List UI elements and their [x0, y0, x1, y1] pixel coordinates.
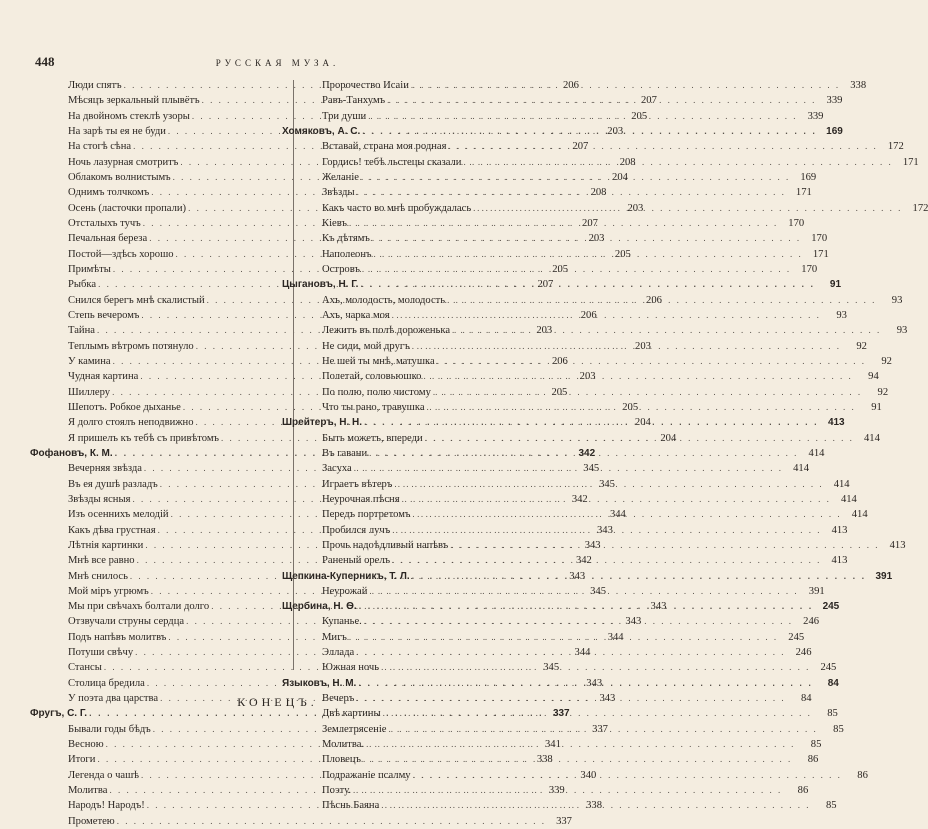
- page-ref: 345: [590, 585, 606, 597]
- entry-title: Чудная картина: [68, 371, 139, 383]
- entry-title: Купанье.: [322, 616, 362, 628]
- page-ref: 246: [795, 647, 812, 659]
- dot-leader: [394, 477, 823, 492]
- page-ref: 345: [599, 478, 615, 490]
- page-ref: 341: [544, 739, 561, 751]
- entry-title: Какъ часто во мнѣ пробуждалась: [322, 202, 472, 214]
- dot-leader: [359, 599, 814, 614]
- dot-leader: [362, 124, 817, 139]
- entry-title: Степь вечеромъ: [68, 309, 140, 321]
- entry-title: Осень (ласточки пропали): [68, 202, 187, 214]
- entry-title: Бывали годы бѣдъ: [68, 723, 151, 735]
- entry-title: Прометею: [68, 815, 115, 827]
- page-ref: 344: [574, 647, 591, 659]
- page-ref: 203: [536, 325, 553, 337]
- dot-leader: [411, 78, 840, 93]
- dot-leader: [361, 170, 790, 185]
- entry-title: Постой—здѣсь хорошо: [68, 248, 174, 260]
- entry-title: Вставай, страна моя родная: [322, 141, 447, 153]
- page-ref: 93: [836, 309, 847, 321]
- page-ref: 338: [536, 754, 553, 766]
- page-ref: 203: [607, 125, 624, 137]
- entry-title: На стогѣ сѣна: [68, 141, 132, 153]
- author-name: Языковъ, Н. М.: [282, 677, 357, 689]
- page-ref: 205: [552, 263, 569, 275]
- dot-leader: [387, 93, 816, 108]
- page-ref: 339: [548, 785, 565, 797]
- entry-title: Итоги: [68, 754, 96, 766]
- entry-title: Лѣтнія картинки: [68, 539, 144, 551]
- entry-title: Южная ночь: [322, 662, 380, 674]
- page-ref: 343: [650, 601, 667, 613]
- page-ref: 413: [827, 417, 845, 429]
- dot-leader: [373, 247, 802, 262]
- page-ref: 414: [793, 463, 809, 475]
- dot-leader: [448, 139, 877, 154]
- author-name: Щербина, Н. Ѳ.: [282, 601, 357, 613]
- entry-title: Пѣснь Баяна: [322, 800, 380, 812]
- entry-title: Мы при свѣчахъ болтали долго: [68, 601, 210, 613]
- entry-title: Подъ напѣвъ молитвъ: [68, 631, 167, 643]
- page-ref: 171: [812, 248, 829, 260]
- page-ref: 207: [537, 279, 554, 291]
- dot-leader: [388, 722, 817, 737]
- page-ref: 338: [586, 800, 602, 812]
- dot-leader: [412, 507, 841, 522]
- entry-title: Эллада: [322, 647, 355, 659]
- dot-leader: [360, 277, 815, 292]
- entry-title: На зарѣ ты ея не буди: [68, 125, 166, 137]
- entry-title: Люди спятъ: [68, 80, 122, 91]
- entry-title: Наполеонъ: [322, 248, 372, 260]
- dot-leader: [368, 109, 797, 124]
- entry-title: Подражаніе псалму: [322, 769, 411, 781]
- dot-leader: [349, 630, 778, 645]
- entry-title: Снился берегъ мнѣ скалистый: [68, 294, 205, 306]
- page-ref: 343: [625, 616, 642, 628]
- entry-title: Стансы: [68, 662, 102, 674]
- page-ref: 206: [580, 309, 597, 321]
- entry-title: У камина: [68, 355, 111, 367]
- dot-leader: [392, 308, 821, 323]
- page-ref: 205: [551, 386, 568, 398]
- page-ref: 170: [788, 217, 805, 229]
- entry-title: Потуши свѣчу: [68, 647, 134, 659]
- page-ref: 391: [875, 570, 893, 582]
- page-ref: 94: [868, 371, 879, 383]
- page-ref: 170: [811, 233, 828, 245]
- page-ref: 172: [912, 202, 928, 214]
- page-ref: 203: [588, 233, 605, 245]
- entry-title: Раненый орелъ: [322, 555, 391, 567]
- author-name: Шрейтеръ, Н. Н.: [282, 417, 363, 429]
- entry-title: Молитва.: [322, 739, 365, 751]
- dot-leader: [381, 660, 810, 675]
- dot-leader: [364, 415, 819, 430]
- entry-title: Тайна: [68, 325, 95, 337]
- entry-title: Въ гавани: [322, 447, 368, 459]
- entry-title: Пловецъ: [322, 754, 362, 766]
- page-ref: 343: [586, 677, 603, 689]
- entry-title: На двойномъ стеклѣ узоры: [68, 110, 190, 122]
- entry-title: Землетрясеніе: [322, 723, 387, 735]
- page-ref: 208: [590, 187, 607, 199]
- page-number: 448: [35, 54, 55, 69]
- entry-title: Облакомъ волнистымъ: [68, 171, 171, 183]
- dot-leader: [366, 737, 795, 752]
- page-ref: 414: [833, 478, 850, 490]
- dot-leader: [369, 584, 798, 599]
- dot-leader: [362, 262, 791, 277]
- page-ref: 91: [871, 401, 882, 413]
- page-ref: 204: [612, 171, 628, 183]
- dot-leader: [392, 553, 821, 568]
- dot-leader: [357, 185, 786, 200]
- page-ref: 344: [607, 631, 624, 643]
- dot-leader: [364, 614, 793, 629]
- entry-title: Столица бредила: [68, 677, 145, 689]
- page-ref: 205: [631, 110, 648, 122]
- page-ref: 86: [797, 785, 809, 797]
- dot-leader: [412, 339, 841, 354]
- entry-title: Къ дѣтямъ: [322, 233, 370, 245]
- entry-title: Что ты рано, травушка: [322, 401, 425, 413]
- page-ref: 391: [808, 585, 825, 597]
- page-ref: 172: [887, 141, 904, 153]
- page-ref: 342: [578, 447, 596, 459]
- page-ref: 204: [634, 417, 651, 429]
- entry-title: Примѣты: [68, 263, 111, 275]
- dot-leader: [413, 768, 842, 783]
- dot-leader: [353, 783, 782, 798]
- author-name: Хомяковъ, А. С.: [282, 125, 361, 137]
- entry-title: Быть можетъ, впереди: [322, 432, 423, 444]
- dot-leader: [463, 155, 892, 170]
- entry-title: Шепотъ. Робкое дыханье: [68, 401, 181, 413]
- page-ref: 339: [826, 95, 843, 107]
- dot-leader: [358, 676, 813, 691]
- page-ref: 86: [807, 754, 819, 766]
- dot-leader: [473, 201, 902, 216]
- page-ref: 205: [614, 248, 631, 260]
- dot-leader: [402, 492, 831, 507]
- entry-title: Неурочная пѣсня: [322, 493, 400, 505]
- page-ref: 337: [592, 723, 608, 735]
- page-ref: 85: [825, 800, 837, 812]
- entry-title: Вечерняя звѣзда: [68, 463, 142, 475]
- page-ref: 343: [597, 524, 613, 536]
- page-ref: 337: [556, 815, 572, 827]
- page-ref: 92: [877, 386, 889, 398]
- entry-title: По полю, полю чистому: [322, 386, 431, 398]
- dot-leader: [427, 400, 856, 415]
- entry-title: Мой міръ угрюмъ: [68, 585, 149, 597]
- entry-title: Двѣ картины: [322, 708, 381, 720]
- entry-title: Мнѣ все равно: [68, 555, 135, 567]
- end-mark: КОНЕЦЪ.: [237, 695, 318, 709]
- page-ref: 91: [829, 279, 842, 291]
- dot-leader: [356, 645, 785, 660]
- page-ref: 337: [552, 708, 570, 720]
- entry-title: Ахъ, молодость, молодость: [322, 294, 446, 306]
- entry-title: Какъ дѣва грустная: [68, 524, 156, 536]
- page-ref: 343: [599, 693, 616, 705]
- dot-leader: [369, 446, 798, 461]
- page-ref: 342: [571, 493, 588, 505]
- entry-title: Весною: [68, 739, 104, 751]
- entry-title: Играетъ вѣтеръ: [322, 478, 393, 490]
- page-ref: 169: [800, 171, 817, 183]
- page-ref: 339: [807, 110, 824, 122]
- dot-leader: [433, 385, 862, 400]
- page-ref: 414: [851, 509, 868, 521]
- page-ref: 342: [575, 555, 592, 567]
- entry-title: Печальная береза: [68, 233, 148, 245]
- page-ref: 204: [660, 432, 677, 444]
- entry-title: Ахъ, чарка моя: [322, 309, 390, 321]
- entry-title: Равъ-Танхумъ: [322, 95, 386, 107]
- page-ref: 345: [583, 463, 600, 475]
- entry-title: Народъ! Народъ!: [68, 800, 145, 812]
- page-ref: 85: [827, 708, 838, 720]
- entry-title: Рыбка: [68, 279, 97, 291]
- page-ref: 93: [891, 294, 903, 306]
- entry-title: Мнѣ снилось: [68, 570, 128, 582]
- page-ref: 84: [800, 693, 812, 705]
- entry-title: Ночь лазурная смотритъ: [68, 156, 179, 168]
- page-ref: 340: [580, 769, 597, 781]
- entry-title: Мигъ: [322, 631, 347, 643]
- entry-title: Гордись! тебѣ льстецы сказали: [322, 156, 462, 168]
- page-ref: 169: [826, 125, 843, 137]
- index-entry-row: [68, 814, 572, 829]
- page-ref: 171: [902, 156, 919, 168]
- page-ref: 92: [881, 355, 892, 367]
- entry-title: Поэту.: [322, 785, 351, 797]
- page-ref: 203: [627, 202, 644, 214]
- entry-title: Пробился лучъ: [322, 524, 391, 536]
- page-ref: 85: [833, 723, 844, 735]
- entry-title: Въ ея душѣ разладъ: [68, 478, 158, 490]
- dot-leader: [437, 354, 866, 369]
- page-ref: 86: [857, 769, 868, 781]
- entry-title: Пророчество Исаіи: [322, 80, 409, 91]
- author-name: Фругъ, С. Г.: [30, 708, 88, 720]
- page-ref: 245: [788, 631, 805, 643]
- entry-title: Полетай, соловьюшко: [322, 371, 422, 383]
- entry-title: Изъ осеннихъ мелодій: [68, 509, 169, 521]
- entry-title: Звѣзды ясныя: [68, 493, 131, 505]
- entry-title: Я долго стоялъ неподвижно: [68, 417, 194, 429]
- entry-title: Шиллеру: [68, 386, 111, 398]
- page-ref: 206: [551, 355, 568, 367]
- page-ref: 413: [831, 524, 848, 536]
- page-ref: 207: [582, 217, 598, 229]
- dot-leader: [117, 814, 546, 829]
- page-ref: 205: [622, 401, 639, 413]
- dot-leader: [354, 461, 783, 476]
- page-ref: 92: [856, 340, 867, 352]
- entry-title: Не шей ты мнѣ, матушка: [322, 355, 435, 367]
- entry-title: Отзвучали струны сердца: [68, 616, 185, 628]
- dot-leader: [412, 569, 867, 584]
- entry-title: Звѣзды: [322, 187, 355, 199]
- entry-title: У поэта два царства: [68, 693, 159, 705]
- entry-title: Мѣсяцъ зеркальный плывётъ: [68, 95, 200, 107]
- dot-leader: [450, 538, 879, 553]
- page-ref: 344: [609, 509, 626, 521]
- dot-leader: [452, 323, 881, 338]
- page-ref: 414: [808, 447, 825, 459]
- page-ref: 245: [822, 601, 840, 613]
- page-ref: 85: [810, 739, 822, 751]
- entry-title: Лежитъ въ полѣ дороженька: [322, 325, 451, 337]
- entry-title: Молитва: [68, 785, 108, 797]
- dot-leader: [372, 231, 801, 246]
- page-ref: 338: [850, 80, 867, 91]
- entry-title: Теплымъ вѣтромъ потянуло: [68, 340, 194, 352]
- page-ref: 345: [543, 662, 560, 674]
- page-ref: 203: [635, 340, 651, 352]
- dot-leader: [447, 293, 876, 308]
- entry-title: Засуха: [322, 463, 352, 475]
- page-ref: 343: [584, 539, 601, 551]
- entry-title: Островъ: [322, 263, 360, 275]
- page-ref: 206: [646, 294, 662, 306]
- entry-title: Я пришелъ къ тебѣ съ привѣтомъ: [68, 432, 220, 444]
- page-ref: 245: [820, 662, 837, 674]
- dot-leader: [423, 369, 852, 384]
- entry-title: Прочь надоѣдливый напѣвъ: [322, 539, 449, 551]
- entry-title: Кіевъ: [322, 217, 347, 229]
- page-ref: 208: [619, 156, 636, 168]
- page-ref: 207: [640, 95, 657, 107]
- entry-title: Отсталыхъ тучъ: [68, 217, 141, 229]
- running-head: РУССКАЯ МУЗА.: [215, 58, 340, 68]
- dot-leader: [381, 798, 810, 813]
- entry-title: Три души: [322, 110, 367, 122]
- page-ref: 414: [863, 432, 880, 444]
- dot-leader: [392, 523, 821, 538]
- dot-leader: [363, 752, 792, 767]
- author-name: Цыгановъ, Н. Г.: [282, 279, 359, 291]
- entry-title: Передъ портретомъ: [322, 509, 411, 521]
- page-ref: 206: [562, 80, 579, 91]
- dot-leader: [349, 216, 778, 231]
- entry-title: Однимъ толчкомъ: [68, 187, 150, 199]
- page-ref: 170: [801, 263, 818, 275]
- page-ref: 84: [827, 677, 839, 689]
- entry-title: Неурожай: [322, 585, 368, 597]
- entry-title: Легенда о чашѣ: [68, 769, 140, 781]
- page-ref: 246: [803, 616, 820, 628]
- page-ref: 343: [569, 570, 586, 582]
- page-ref: 414: [840, 493, 857, 505]
- page-ref: 203: [579, 371, 596, 383]
- page-ref: 413: [831, 555, 848, 567]
- page-ref: 413: [889, 539, 906, 551]
- entry-title: Желаніе: [322, 171, 359, 183]
- page-ref: 93: [896, 325, 908, 337]
- entry-title: Вечеръ: [322, 693, 355, 705]
- page-ref: 207: [572, 141, 589, 153]
- author-name: Фофановъ, К. М.: [30, 447, 113, 459]
- dot-leader: [425, 431, 854, 446]
- page-ref: 171: [795, 187, 812, 199]
- entry-title: Не сиди, мой другъ: [322, 340, 410, 352]
- author-name: Щепкина-Куперникъ, Т. Л.: [282, 570, 410, 582]
